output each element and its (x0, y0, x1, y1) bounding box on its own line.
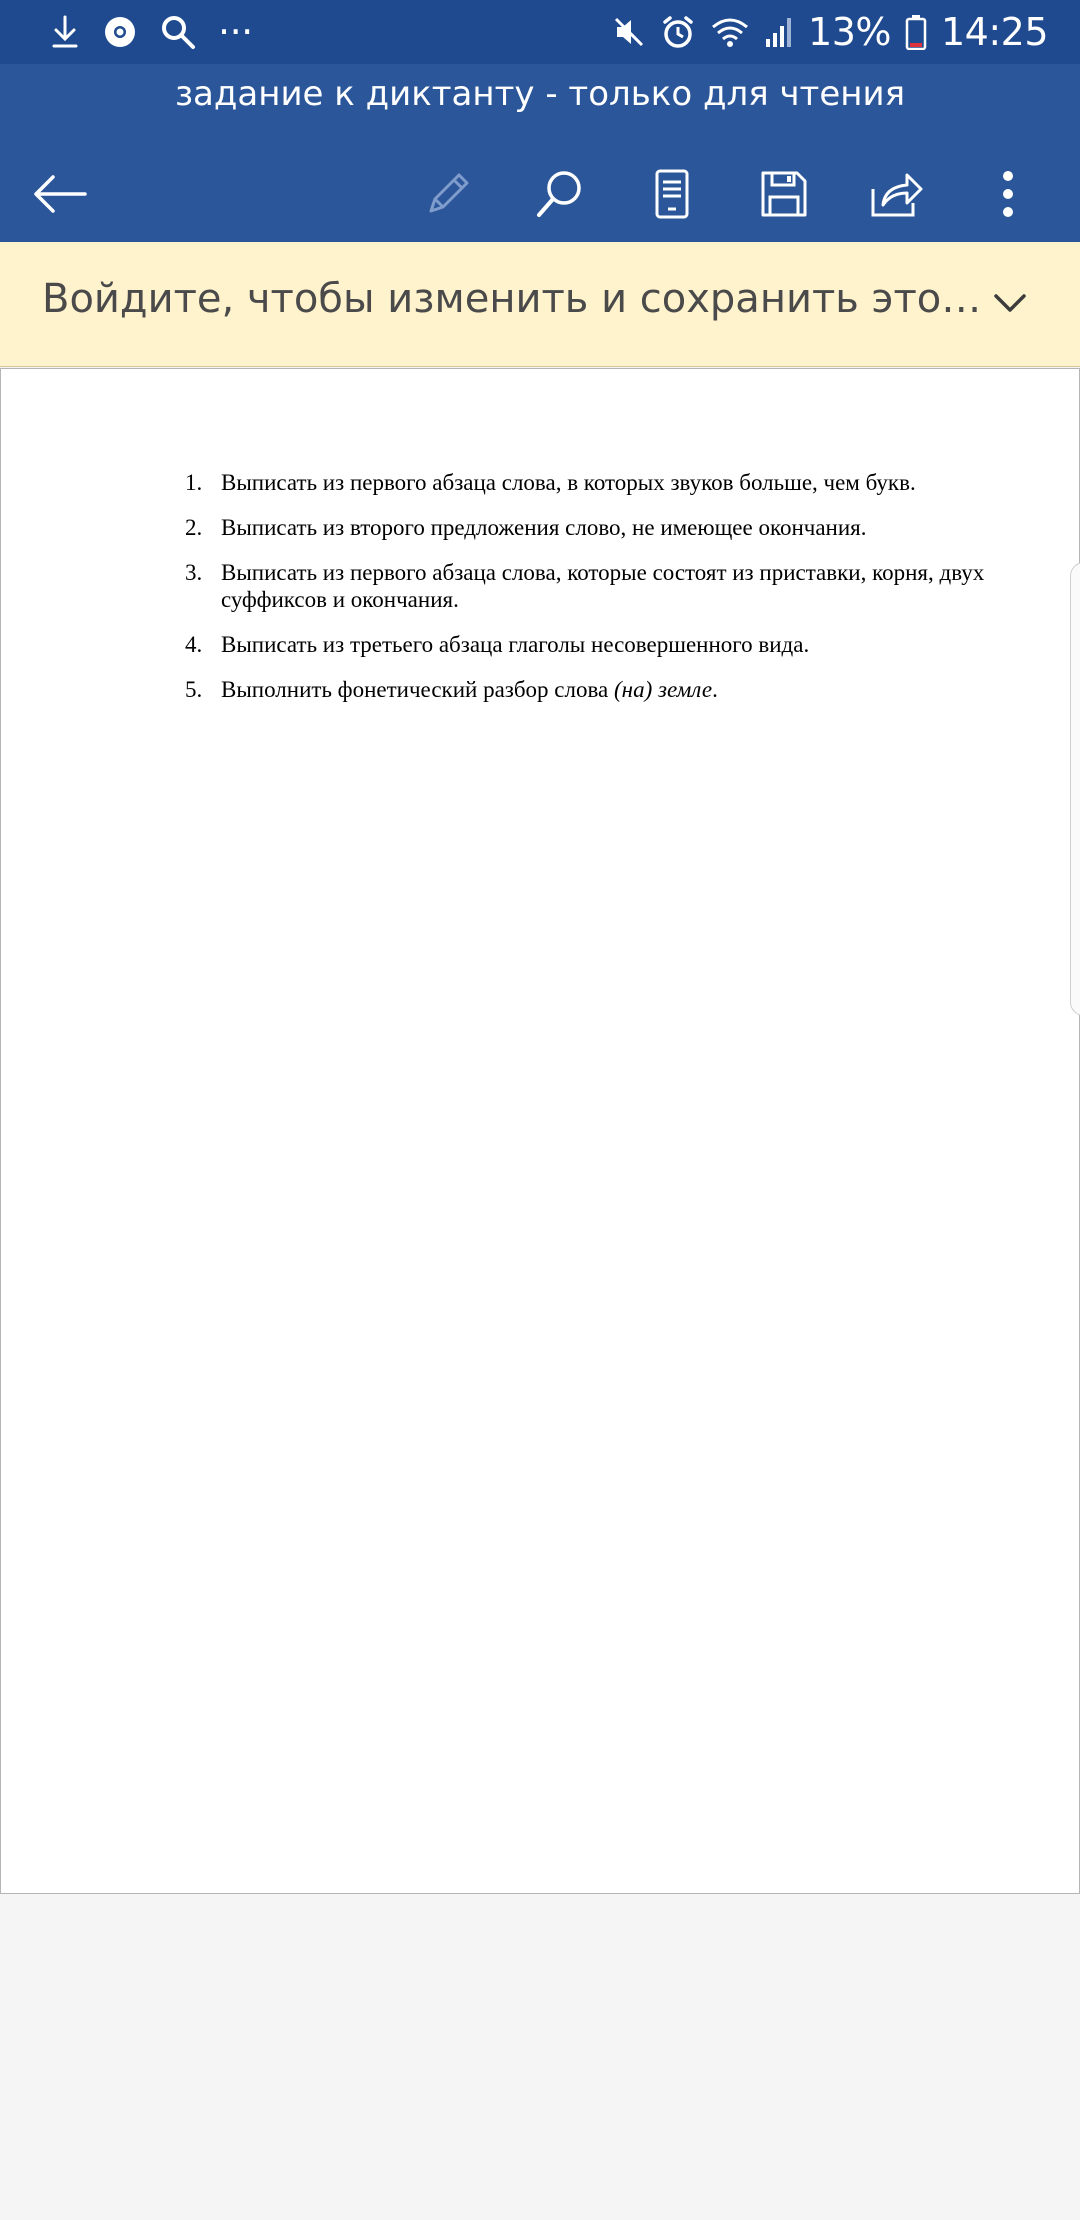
list-item-number: 1. (185, 470, 203, 495)
status-bar-left (50, 10, 253, 54)
task-list (185, 469, 1005, 721)
list-item-italic-word: (на) земле (614, 677, 713, 702)
share-button[interactable] (856, 154, 936, 234)
alarm-icon (660, 14, 696, 50)
list-item-text: Выписать из второго предложения слово, не имеющее окончания. (221, 515, 867, 540)
document-title: задание к диктанту - только для чтения (174, 74, 906, 114)
list-item (185, 514, 1005, 541)
scroll-handle[interactable] (1070, 562, 1080, 1016)
list-item-text: Выписать из первого абзаца слова, в которых звуков больше, чем букв. (221, 470, 916, 495)
share-icon (869, 169, 923, 219)
list-item-text-main: Выполнить фонетический разбор слова (221, 677, 615, 702)
list-item (185, 631, 1005, 658)
more-options-button[interactable] (968, 154, 1048, 234)
signal-icon (764, 15, 794, 49)
status-bar (0, 0, 1080, 64)
download-icon (50, 14, 80, 50)
wifi-icon (710, 15, 750, 49)
list-item-number: 4. (185, 632, 203, 657)
reading-mode-button[interactable] (632, 154, 712, 234)
chevron-down-icon (990, 309, 1030, 326)
search-icon (160, 14, 196, 50)
list-item-text: Выписать из первого абзаца слова, которые состоят из приставки, корня, двух суффиксов и окончания. (221, 560, 985, 612)
back-icon (33, 174, 87, 214)
list-item (185, 676, 1005, 703)
save-button[interactable] (744, 154, 824, 234)
status-bar-right (612, 8, 1048, 56)
expand-banner-button[interactable] (990, 282, 1030, 322)
search-icon (534, 168, 586, 220)
list-item (185, 559, 1005, 613)
list-item-text (221, 676, 1005, 703)
chrome-icon (102, 14, 138, 50)
app-bar (0, 64, 1080, 242)
mute-icon (612, 15, 646, 49)
list-item-number: 5. (185, 677, 203, 702)
reading-mode-icon (652, 168, 692, 220)
battery-icon (905, 14, 927, 50)
sign-in-banner[interactable] (0, 242, 1080, 367)
save-icon (759, 169, 809, 219)
document-page[interactable] (0, 368, 1080, 1894)
search-button[interactable] (520, 154, 600, 234)
list-item-number: 2. (185, 515, 203, 540)
list-item-text-end: . (712, 677, 718, 702)
back-button[interactable] (20, 154, 100, 234)
edit-icon (423, 169, 473, 219)
clock: 14:25 (940, 10, 1048, 54)
list-item-number: 3. (185, 560, 203, 585)
list-item-text: Выписать из третьего абзаца глаголы несовершенного вида. (221, 632, 810, 657)
battery-percent: 13% (808, 10, 891, 54)
sign-in-banner-text: Войдите, чтобы изменить и сохранить это… (42, 276, 982, 322)
edit-button[interactable] (408, 154, 488, 234)
list-item (185, 469, 1005, 496)
more-notifications-icon: ··· (218, 10, 253, 54)
more-options-icon (1001, 170, 1015, 218)
